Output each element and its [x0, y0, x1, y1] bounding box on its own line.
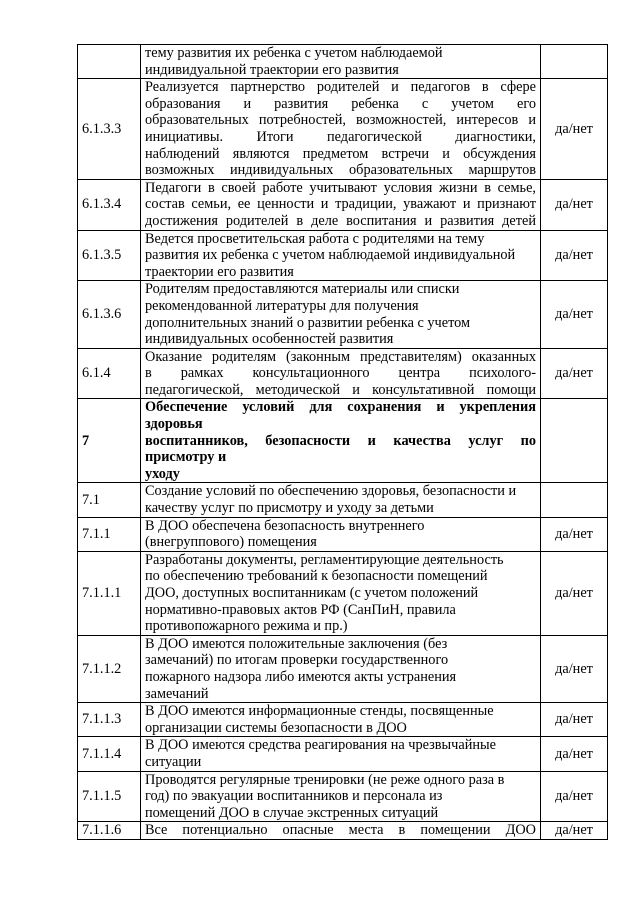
description-line: замечаний) по итогам проверки государственного [145, 652, 449, 669]
description-line: в рамках консультационного центра психолого- [145, 365, 536, 382]
table-row [78, 483, 608, 517]
description-line: индивидуальных особенностей развития [145, 331, 394, 348]
description-line: наблюдений являются предметом встречи и обсуждения [145, 145, 536, 162]
row-answer: да/нет [541, 551, 608, 635]
row-number: 7.1.1.4 [78, 737, 141, 771]
description-line: Обеспечение условий для сохранения и укрепления здоровья [145, 399, 536, 433]
row-number: 7.1.1.5 [78, 771, 141, 822]
row-answer: да/нет [541, 348, 608, 399]
description-line: достижения родителей в деле воспитания и развития детей [145, 212, 536, 229]
row-description [141, 79, 541, 180]
row-number [78, 45, 141, 79]
row-number: 6.1.3.4 [78, 179, 141, 230]
row-answer: да/нет [541, 737, 608, 771]
description-line: В ДОО обеспечена безопасность внутреннего [145, 517, 425, 534]
table-row [78, 45, 608, 79]
row-description [141, 551, 541, 635]
description-line: В ДОО имеются средства реагирования на чрезвычайные [145, 737, 496, 754]
description-line: нормативно-правовых актов РФ (СанПиН, правила [145, 601, 456, 618]
row-description [141, 771, 541, 822]
row-description [141, 179, 541, 230]
description-line: инициативы. Итоги педагогической диагностики, [145, 128, 536, 145]
description-line: качеству услуг по присмотру и уходу за детьми [145, 500, 434, 517]
row-description [141, 45, 541, 79]
description-line: Все потенциально опасные места в помещении ДОО [145, 822, 536, 839]
row-number: 6.1.3.6 [78, 281, 141, 348]
description-line: Ведется просветительская работа с родителями на тему [145, 230, 485, 247]
criteria-table [77, 44, 608, 840]
row-number: 7 [78, 399, 141, 483]
table-row [78, 737, 608, 771]
row-description [141, 399, 541, 483]
table-row [78, 517, 608, 551]
row-answer [541, 45, 608, 79]
table-row [78, 771, 608, 822]
table-row [78, 399, 608, 483]
row-number: 7.1.1 [78, 517, 141, 551]
description-line: В ДОО имеются информационные стенды, посвященные [145, 703, 494, 720]
description-line: развития их ребенка с учетом наблюдаемой индивидуальной [145, 247, 516, 264]
description-line: образовательных потребностей, возможностей, интересов и [145, 112, 536, 129]
description-line: (внегруппового) помещения [145, 534, 317, 551]
description-line: образования и развития ребенка с учетом его [145, 95, 536, 112]
row-description [141, 348, 541, 399]
row-number: 7.1.1.1 [78, 551, 141, 635]
description-line: организации системы безопасности в ДОО [145, 719, 407, 736]
description-line: воспитанников, безопасности и качества услуг по присмотру и [145, 432, 536, 466]
row-number: 6.1.3.3 [78, 79, 141, 180]
description-line: траектории его развития [145, 263, 294, 280]
description-line: возможных индивидуальных образовательных маршрутов [145, 162, 536, 179]
description-line: Проводятся регулярные тренировки (не реже одного раза в [145, 771, 505, 788]
row-answer: да/нет [541, 79, 608, 180]
row-description [141, 483, 541, 517]
row-description [141, 517, 541, 551]
criteria-table-body [78, 45, 608, 840]
description-line: рекомендованной литературы для получения [145, 297, 419, 314]
row-answer: да/нет [541, 771, 608, 822]
description-line: замечаний [145, 685, 209, 702]
description-line: состав семьи, ее ценности и традиции, уважают и признают [145, 196, 536, 213]
description-line: индивидуальной траектории его развития [145, 61, 399, 78]
table-row [78, 635, 608, 702]
description-line: Родителям предоставляются материалы или списки [145, 281, 460, 298]
row-number: 6.1.3.5 [78, 230, 141, 281]
description-line: дополнительных знаний о развитии ребенка с учетом [145, 314, 471, 331]
description-line: педагогической, методической и консультативной помощи [145, 381, 536, 398]
row-number: 7.1 [78, 483, 141, 517]
description-line: ситуации [145, 753, 202, 770]
row-answer: да/нет [541, 230, 608, 281]
description-line: год) по эвакуации воспитанников и персонала из [145, 788, 443, 805]
table-row [78, 703, 608, 737]
description-line: Педагоги в своей работе учитывают условия жизни в семье, [145, 179, 536, 196]
row-description [141, 737, 541, 771]
description-line: тему развития их ребенка с учетом наблюдаемой [145, 45, 443, 61]
description-line: уходу [145, 465, 180, 482]
table-row [78, 348, 608, 399]
table-row [78, 551, 608, 635]
row-answer: да/нет [541, 635, 608, 702]
row-answer [541, 483, 608, 517]
table-row [78, 281, 608, 348]
table-row [78, 822, 608, 840]
description-line: Реализуется партнерство родителей и педагогов в сфере [145, 79, 536, 96]
table-row [78, 230, 608, 281]
row-number: 7.1.1.6 [78, 822, 141, 840]
description-line: ДОО, доступных воспитанникам (с учетом положений [145, 585, 479, 601]
description-line: Разработаны документы, регламентирующие деятельность [145, 551, 504, 568]
description-line: Оказание родителям (законным представителям) оказанных [145, 348, 536, 365]
row-description [141, 281, 541, 348]
row-description [141, 703, 541, 737]
row-number: 7.1.1.3 [78, 703, 141, 737]
row-answer: да/нет [541, 822, 608, 840]
row-description [141, 635, 541, 702]
row-description [141, 230, 541, 281]
table-row [78, 79, 608, 180]
description-line: пожарного надзора либо имеются акты устранения [145, 668, 457, 685]
row-description [141, 822, 541, 840]
description-line: Создание условий по обеспечению здоровья, безопасности и [145, 483, 517, 500]
row-answer [541, 399, 608, 483]
row-answer: да/нет [541, 703, 608, 737]
row-answer: да/нет [541, 179, 608, 230]
description-line: противопожарного режима и пр.) [145, 618, 348, 635]
description-line: В ДОО имеются положительные заключения (без [145, 635, 448, 652]
row-number: 7.1.1.2 [78, 635, 141, 702]
table-row [78, 179, 608, 230]
row-answer: да/нет [541, 281, 608, 348]
description-line: по обеспечению требований к безопасности помещений [145, 568, 488, 585]
row-answer: да/нет [541, 517, 608, 551]
description-line: помещений ДОО в случае экстренных ситуаций [145, 804, 439, 821]
row-number: 6.1.4 [78, 348, 141, 399]
